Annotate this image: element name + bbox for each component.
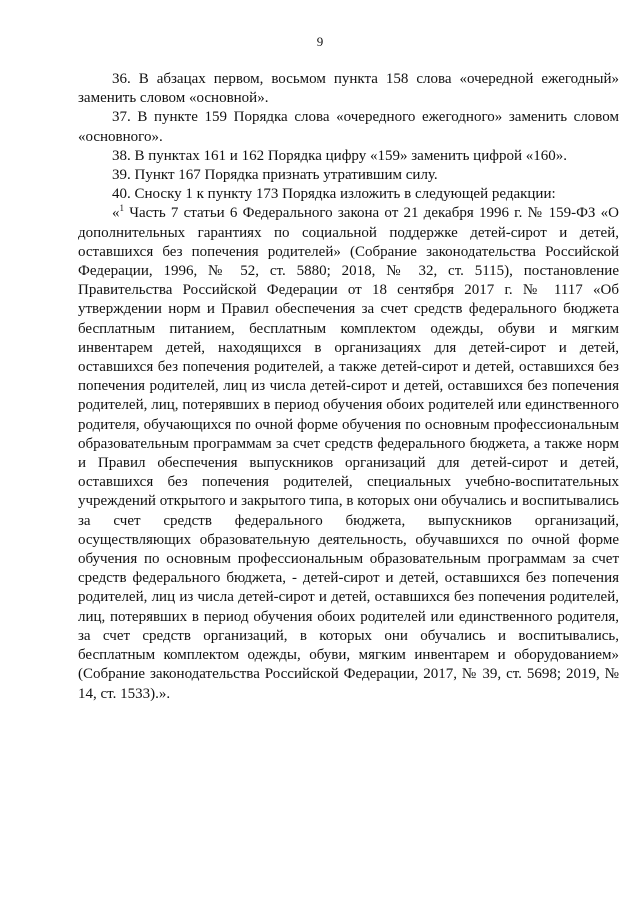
paragraph-40: 40. Сноску 1 к пункту 173 Порядка изложить в следующей редакции: <box>112 186 556 203</box>
footnote-open-quote: « <box>112 205 120 222</box>
page-number: 9 <box>316 34 324 49</box>
paragraph-36: 36. В абзацах первом, восьмом пункта 158 слова «очередной ежегодный» заменить словом «основной». <box>78 71 619 107</box>
paragraph-39: 39. Пункт 167 Порядка признать утратившим силу. <box>112 167 438 184</box>
paragraph-38: 38. В пунктах 161 и 162 Порядка цифру «159» заменить цифрой «160». <box>112 147 567 164</box>
footnote-marker: 1 <box>119 203 124 214</box>
document-body <box>78 70 619 704</box>
footnote-body: Часть 7 статьи 6 Федерального закона от 21 декабря 1996 г. № 159-ФЗ «О дополнительных гарантиях по социальной поддержке детей-сирот и детей, оставшихся без попечения родителей» (Собрание законодательства Российской Федерации, 1996, № 52, ст. 5880; 2018, № 32, ст. 5115), постановление Правительства Российской Федерации от 18 сентября 2017 г. № 1117 «Об утверждении норм и Правил обеспечения за счет средств федерального бюджета бесплатным питанием, бесплатным комплектом одежды, обуви и мягким инвентарем детей, находящихся в организациях для детей-сирот и детей, оставшихся без попечения родителей, а также детей-сирот и детей, оставшихся без попечения родителей, лиц из числа детей-сирот и детей, оставшихся без попечения родителей, лиц, потерявших в период обучения обоих родителей или единственного родителя, обучающихся по очной форме обучения по основным профессиональным образовательным программам за счет средств федерального бюджета, а также норм и Правил обеспечения выпускников организаций для детей-сирот и детей, оставшихся без попечения родителей, специальных учебно-воспитательных учреждений открытого и закрытого типа, в которых они обучались и воспитывались за счет средств федерального бюджета, выпускников организаций, осуществляющих образовательную деятельность, обучавшихся по очной форме обучения по основным профессиональным образовательным программам за счет средств федерального бюджета, - детей-сирот и детей, оставшихся без попечения родителей, лиц из числа детей-сирот и детей, оставшихся без попечения родителей, лиц, потерявших в период обучения обоих родителей или единственного родителя, за счет средств организаций, в которых они обучались и воспитывались, бесплатным комплектом одежды, обуви, мягким инвентарем и оборудованием» (Собрание законодательства Российской Федерации, 2017, № 39, ст. 5698; 2019, № 14, ст. 1533).». <box>78 205 619 702</box>
footnote-text <box>78 204 619 703</box>
paragraph-37: 37. В пункте 159 Порядка слова «очередного ежегодного» заменить словом «основного». <box>78 109 619 145</box>
